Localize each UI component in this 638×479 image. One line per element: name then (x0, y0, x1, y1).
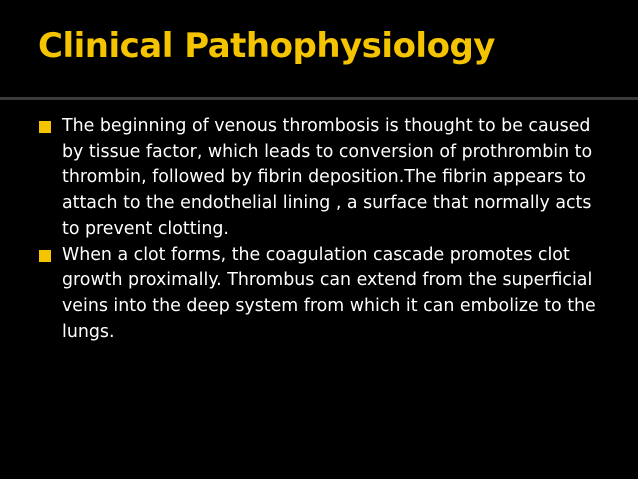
bullet-text-1: The beginning of venous thrombosis is thought to be caused by tissue factor, which leads to conversion of prothrombin to thrombin, followed by fibrin deposition.The fibrin appears to attach to the endothelial lining , a surface that normally acts to prevent clotting. (62, 116, 593, 239)
bullet-text-2: When a clot forms, the coagulation cascade promotes clot growth proximally. Thrombus can extend from the superficial veins into the deep system from which it can embolize to the lungs. (62, 244, 596, 342)
title-bar (0, 0, 638, 100)
bullet-list (38, 114, 598, 345)
slide-title: Clinical Pathophysiology (38, 26, 495, 66)
square-bullet-icon (39, 250, 51, 262)
bullet-item-2 (38, 243, 598, 346)
square-bullet-icon (39, 121, 51, 133)
bullet-item-1 (38, 114, 598, 243)
